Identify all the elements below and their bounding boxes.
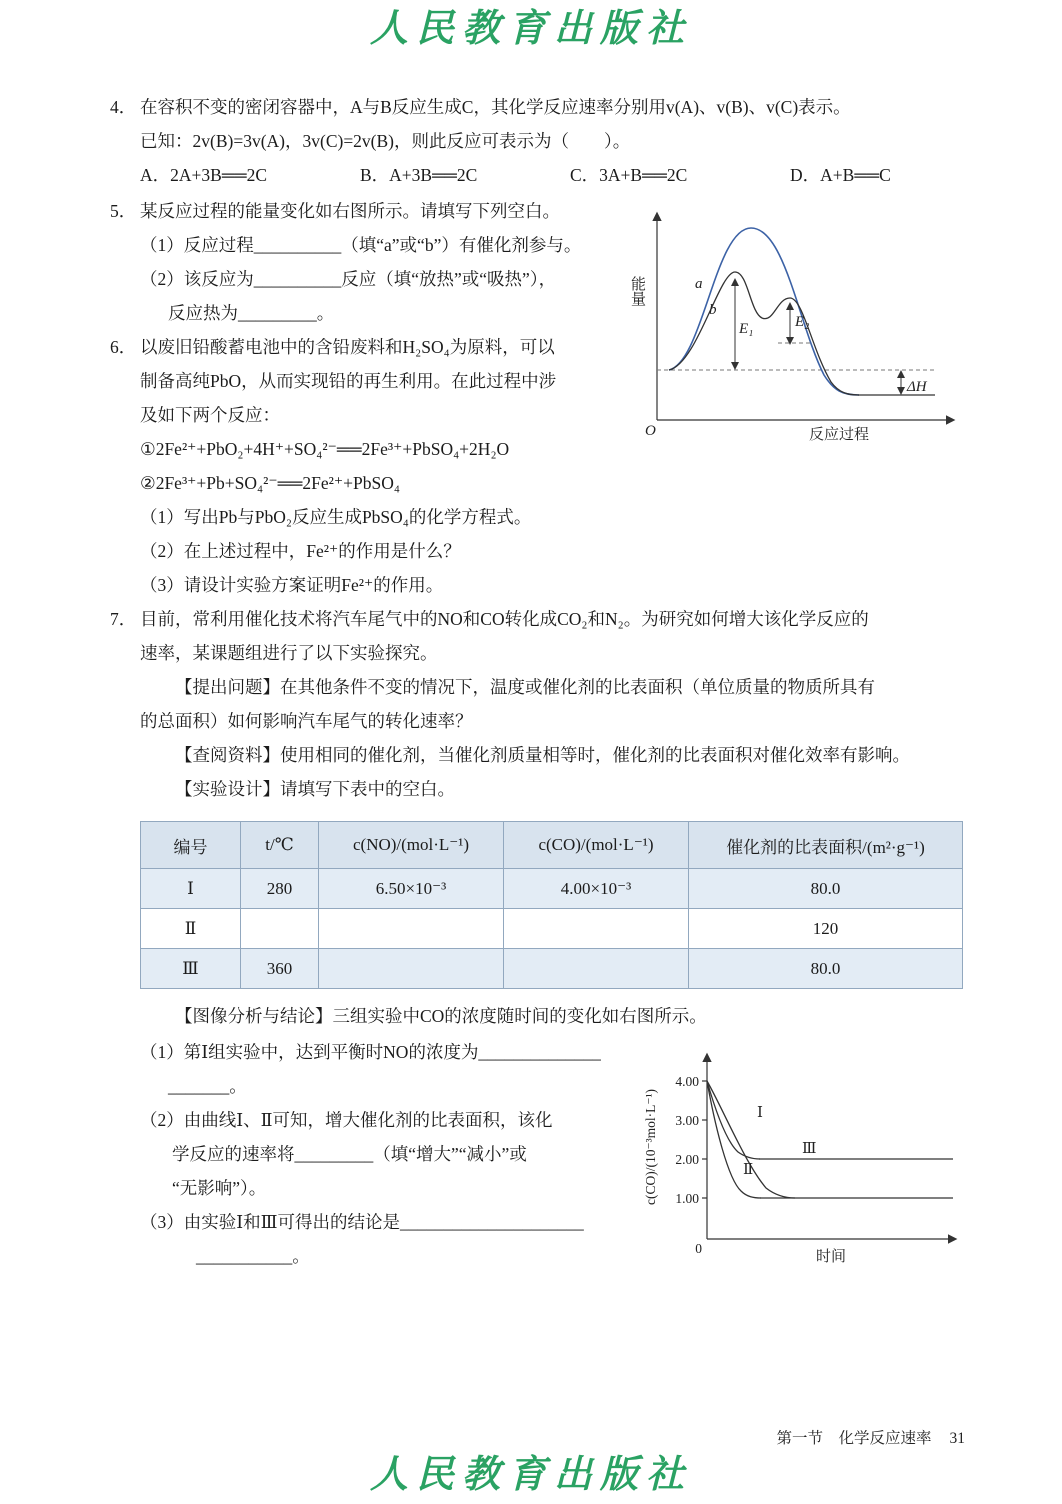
option-a: A．2A+3B══2C (140, 165, 268, 185)
experiment-table (140, 821, 963, 989)
footer-section-title: 第一节 化学反应速率 (776, 1430, 932, 1447)
ytick-label-4: 4.00 (675, 1074, 699, 1089)
table-row (141, 869, 963, 909)
ytick-label-2: 2.00 (675, 1152, 699, 1167)
ytick-label-1: 1.00 (675, 1191, 699, 1206)
question-7-sub-1b: _______。 (168, 1076, 247, 1096)
question-7-line-1: 目前，常利用催化技术将汽车尾气中的NO和CO转化成CO₂和N₂。为研究如何增大该化学反应的 (140, 609, 869, 629)
cell-c-no (319, 909, 504, 949)
option-b: B．A+3B══2C (360, 165, 478, 185)
question-4-number: 4． (110, 97, 137, 117)
question-6-line-1: 以废旧铅酸蓄电池中的含铅废料和H₂SO₄为原料，可以 (140, 337, 555, 357)
question-6-equation-1: ①2Fe²⁺+PbO₂+4H⁺+SO₄²⁻══2Fe³⁺+PbSO₄+2H₂O (140, 439, 510, 459)
question-7-sub-3a: （3）由实验Ⅰ和Ⅲ可得出的结论是_____________________ (140, 1212, 584, 1232)
co-concentration-chart (635, 1041, 965, 1266)
curve-a-label: a (695, 276, 703, 292)
question-6-line-2: 制备高纯PbO，从而实现铅的再生利用。在此过程中涉 (140, 371, 557, 391)
series-2-label: Ⅱ (743, 1162, 754, 1178)
question-4-options (140, 158, 965, 192)
cell-c-no (319, 949, 504, 989)
chart-y-axis-label: c(CO)/(10⁻³mol·L⁻¹) (643, 1088, 658, 1206)
chart-x-axis-label: 时间 (815, 1249, 847, 1265)
question-7-line-2: 速率，某课题组进行了以下实验探究。 (140, 643, 438, 663)
question-6-line-3: 及如下两个反应： (140, 405, 280, 425)
e1-label: E₁ (739, 321, 754, 337)
question-6-number: 6． (110, 337, 137, 357)
question-4-line-2: 已知：2v(B)=3v(A)，3v(C)=2v(B)，则此反应可表示为（ ）。 (140, 131, 631, 151)
question-5 (110, 194, 965, 330)
col-id: 编号 (141, 822, 241, 869)
question-5-blank-2a: （2）该反应为__________反应（填“放热”或“吸热”）， (140, 269, 557, 289)
publisher-logo-bottom: 人民教育出版社 (369, 1451, 692, 1496)
question-4 (110, 90, 965, 192)
question-5-blank-1: （1）反应过程__________（填“a”或“b”）有催化剂参与。 (140, 235, 582, 255)
question-5-number: 5． (110, 201, 137, 221)
question-5-blank-2b: 反应热为_________。 (168, 303, 335, 323)
cell-id: Ⅰ (141, 869, 241, 909)
question-5-intro: 某反应过程的能量变化如右图所示。请填写下列空白。 (140, 201, 560, 221)
energy-x-axis-label: 反应过程 (808, 427, 870, 443)
series-2-curve (707, 1081, 761, 1198)
table-row (141, 909, 963, 949)
question-7 (110, 602, 965, 806)
cell-c-co (504, 909, 689, 949)
cell-c-co: 4.00×10⁻³ (504, 869, 689, 909)
delta-h-label: ΔH (907, 379, 927, 395)
cell-id: Ⅱ (141, 909, 241, 949)
col-surface-area: 催化剂的比表面积/(m²·g⁻¹) (689, 822, 963, 869)
energy-y-axis-label: 能量 (629, 276, 645, 306)
question-7-sub-2b: 学反应的速率将_________（填“增大”“减小”或 (172, 1144, 527, 1164)
question-7-sub-3b: ___________。 (196, 1246, 310, 1266)
curve-b-label: b (709, 302, 717, 318)
question-7-problem-line-1: 【提出问题】在其他条件不变的情况下，温度或催化剂的比表面积（单位质量的物质所具有 (175, 677, 875, 697)
question-7-sub-2c: “无影响”）。 (172, 1178, 267, 1198)
question-7-sub-2a: （2）由曲线Ⅰ、Ⅱ可知，增大催化剂的比表面积，该化 (140, 1110, 553, 1130)
cell-temperature: 360 (241, 949, 319, 989)
cell-surface-area: 80.0 (689, 949, 963, 989)
question-6 (110, 330, 965, 602)
col-c-no: c(NO)/(mol·L⁻¹) (319, 822, 504, 869)
cell-c-co (504, 949, 689, 989)
series-3-label: Ⅲ (802, 1141, 817, 1157)
cell-temperature: 280 (241, 869, 319, 909)
option-c: C．3A+B══2C (570, 165, 688, 185)
question-7-problem-line-2: 的总面积）如何影响汽车尾气的转化速率？ (140, 711, 473, 731)
cell-surface-area: 80.0 (689, 869, 963, 909)
energy-origin-label: O (645, 423, 656, 439)
question-6-sub-2: （2）在上述过程中，Fe²⁺的作用是什么？ (140, 541, 461, 561)
footer-page-number: 31 (949, 1430, 965, 1447)
series-1-label: Ⅰ (757, 1105, 763, 1121)
question-7-analysis-block (110, 999, 965, 1033)
page-footer (776, 1426, 965, 1448)
table-header-row (141, 822, 963, 869)
question-6-equation-2: ②2Fe³⁺+Pb+SO₄²⁻══2Fe²⁺+PbSO₄ (140, 473, 400, 493)
question-4-line-1: 在容积不变的密闭容器中，A与B反应生成C，其化学反应速率分别用v(A)、v(B)、v(C)表示。 (140, 97, 851, 117)
col-temperature: t/℃ (241, 822, 319, 869)
option-d: D．A+B══C (790, 165, 891, 185)
cell-c-no: 6.50×10⁻³ (319, 869, 504, 909)
chart-origin-label: 0 (695, 1241, 702, 1256)
question-7-subquestions (110, 1035, 965, 1273)
cell-id: Ⅲ (141, 949, 241, 989)
question-7-design: 【实验设计】请填写下表中的空白。 (175, 779, 455, 799)
page-content (0, 56, 1062, 1273)
question-7-analysis: 【图像分析与结论】三组实验中CO的浓度随时间的变化如右图所示。 (175, 1006, 707, 1026)
ytick-label-3: 3.00 (675, 1113, 699, 1128)
question-7-reference: 【查阅资料】使用相同的催化剂，当催化剂质量相等时，催化剂的比表面积对催化效率有影响。 (175, 745, 910, 765)
cell-temperature (241, 909, 319, 949)
e2-label: E₂ (795, 314, 810, 330)
table-row (141, 949, 963, 989)
question-6-sub-3: （3）请设计实验方案证明Fe²⁺的作用。 (140, 575, 444, 595)
col-c-co: c(CO)/(mol·L⁻¹) (504, 822, 689, 869)
question-6-sub-1: （1）写出Pb与PbO₂反应生成PbSO₄的化学方程式。 (140, 507, 532, 527)
cell-surface-area: 120 (689, 909, 963, 949)
publisher-logo-top: 人民教育出版社 (369, 5, 692, 50)
question-7-sub-1a: （1）第Ⅰ组实验中，达到平衡时NO的浓度为______________ (140, 1042, 601, 1062)
questions-5-6-section (110, 194, 965, 602)
question-7-number: 7． (110, 609, 137, 629)
